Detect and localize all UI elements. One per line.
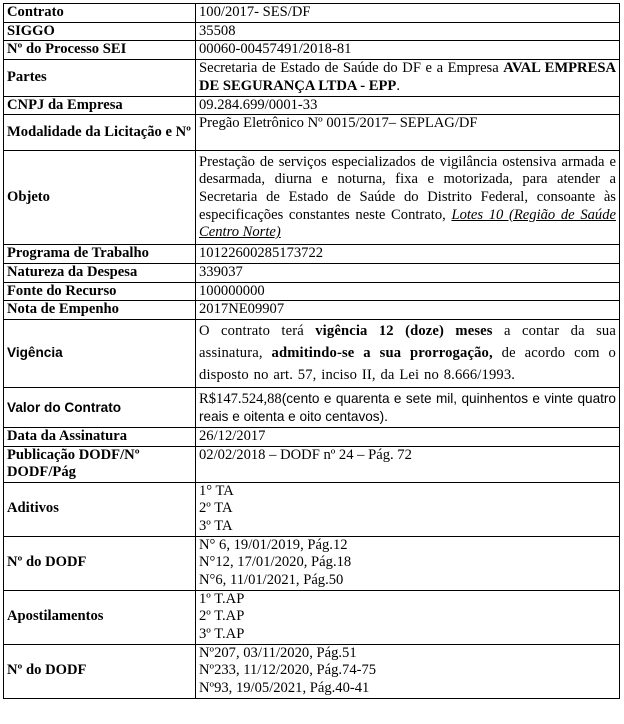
row-label: Partes [4,59,196,96]
table-row [4,115,620,151]
table-row [4,427,620,446]
row-value: 09.284.699/0001-33 [196,96,620,115]
list-item: 2º T.AP [199,608,245,625]
parties-end: . [396,77,400,94]
table-row [4,387,620,427]
row-label: SIGGO [4,22,196,41]
row-value: Pregão Eletrônico Nº 0015/2017– SEPLAG/DF [196,115,620,151]
list-item: 3º TA [199,518,233,535]
term-text-c: a contar da sua assinatura, [199,323,616,362]
term-text-a: O contrato terá [199,323,316,340]
contract-table [3,3,620,699]
list-item: N°6, 11/01/2021, Pág.50 [199,572,344,589]
row-label: Publicação DODF/Nº DODF/Pág [4,446,196,482]
table-row [4,41,620,60]
table-row [4,301,620,320]
row-value: 26/12/2017 [196,427,620,446]
list-item: 3º T.AP [199,626,245,643]
table-row [4,482,620,536]
row-value [196,59,620,96]
row-label: Nº do Processo SEI [4,41,196,60]
row-label: Nº do DODF [4,644,196,698]
row-value [196,482,620,536]
row-label: Fonte do Recurso [4,282,196,301]
row-value [196,387,620,427]
table-row [4,59,620,96]
row-label: Nº do DODF [4,536,196,590]
table-row [4,263,620,282]
row-value: 100/2017- SES/DF [196,4,620,23]
row-value [196,319,620,387]
term-duration: vigência 12 (doze) meses [315,323,493,340]
row-value: 2017NE09907 [196,301,620,320]
contract-amount-words: (cento e quarenta e sete mil, quinhentos e vinte quatro reais e oitenta e oito centavos). [199,390,616,425]
table-row [4,22,620,41]
row-label: Natureza da Despesa [4,263,196,282]
table-row [4,536,620,590]
row-label: Valor do Contrato [4,387,196,427]
row-label: Data da Assinatura [4,427,196,446]
term-extension: admitindo-se a sua prorrogação, [271,345,493,362]
row-label: Vigência [4,319,196,387]
row-value: 00060-00457491/2018-81 [196,41,620,60]
row-value: 10122600285173722 [196,245,620,264]
row-value: 35508 [196,22,620,41]
object-text: Prestação de serviços especializados de vigilância ostensiva armada e desarmada, diurna e noturna, fixa e motorizada, para atender a Secretaria de Estado de Saúde do Distrito Federal, consoante às especificações constantes neste Contrato, [199,153,616,223]
row-label: Objeto [4,151,196,245]
row-value [196,644,620,698]
table-row [4,151,620,245]
row-label: Nota de Empenho [4,301,196,320]
table-row [4,644,620,698]
table-row [4,319,620,387]
list-item: 2º TA [199,500,233,517]
row-value: 339037 [196,263,620,282]
list-item: 1º T.AP [199,590,245,607]
lot-reference: Lotes 10 (Região de Saúde Centro Norte) [199,206,616,241]
row-label: Contrato [4,4,196,23]
table-row [4,96,620,115]
table-row [4,446,620,482]
list-item: 1° TA [199,482,234,499]
row-value [196,590,620,644]
row-value: 02/02/2018 – DODF nº 24 – Pág. 72 [196,446,620,482]
term-text-e: de acordo com o disposto no art. 57, inciso II, da Lei no 8.666/1993. [199,345,616,384]
list-item: N° 6, 19/01/2019, Pág.12 [199,536,348,553]
contract-amount: R$147.524,88 [199,390,282,407]
row-value [196,536,620,590]
list-item: Nº233, 11/12/2020, Pág.74-75 [199,662,377,679]
table-row [4,590,620,644]
row-value: 100000000 [196,282,620,301]
list-item: N°12, 17/01/2020, Pág.18 [199,554,352,571]
row-label: Apostilamentos [4,590,196,644]
table-row [4,282,620,301]
list-item: Nº93, 19/05/2021, Pág.40-41 [199,680,370,697]
table-row [4,4,620,23]
list-item: Nº207, 03/11/2020, Pág.51 [199,644,357,661]
table-row [4,245,620,264]
parties-text: Secretaria de Estado de Saúde do DF e a Empresa [199,60,504,77]
row-label: Modalidade da Licitação e Nº [4,115,196,151]
row-value [196,151,620,245]
company-name: AVAL EMPRESA DE SEGURANÇA LTDA - EPP [199,60,616,94]
row-label: Programa de Trabalho [4,245,196,264]
row-label: Aditivos [4,482,196,536]
row-label: CNPJ da Empresa [4,96,196,115]
